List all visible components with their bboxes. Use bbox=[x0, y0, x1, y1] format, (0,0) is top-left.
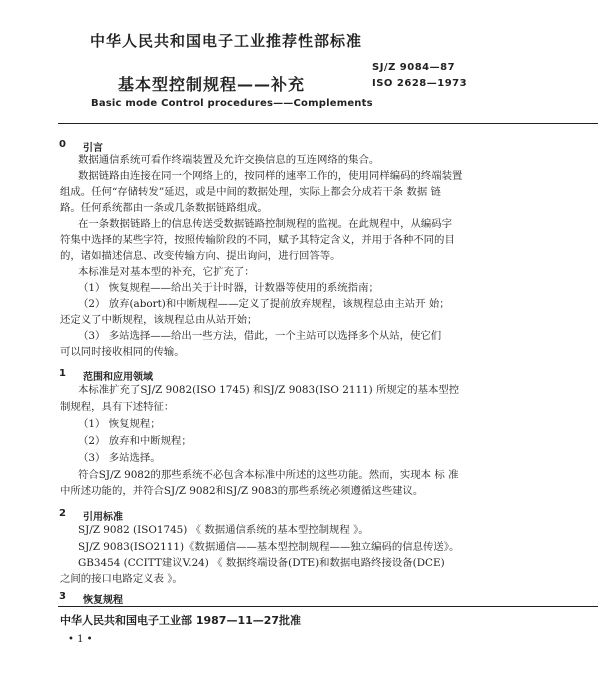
section-1-number: 1 bbox=[59, 368, 66, 379]
section-0-line: 路。任何系统都由一条或几条数据链路组成。 bbox=[60, 202, 268, 214]
section-3-title: 恢复规程 bbox=[83, 595, 123, 606]
section-0-list-item: （1） 恢复规程——给出关于计时器，计数器等使用的系统指南； bbox=[78, 282, 379, 294]
section-1-line: 中所述功能的，并符合SJ/Z 9082和SJ/Z 9083的那些系统必须遵循这些建议。 bbox=[60, 485, 424, 497]
section-0-line: 符集中选择的某些字符，按照传输阶段的不同，赋予其特定含义，并用于各种不同的目 bbox=[60, 234, 455, 246]
section-2-reference: GB3454 (CCITT建议V.24) 《 数据终端设备(DTE)和数据电路终接设备(DCE) bbox=[78, 557, 445, 569]
section-0-list-item: （2） 放弃(abort)和中断规程——定义了提前放弃规程，该规程总由主站开 始； bbox=[78, 298, 450, 310]
section-0-line: 在一条数据链路上的信息传送受数据链路控制规程的监视。在此规程中，从编码字 bbox=[78, 218, 453, 230]
section-1-title: 范围和应用领域 bbox=[83, 372, 153, 383]
section-0-line: 可以同时接收相同的传输。 bbox=[60, 346, 185, 358]
section-2-reference: SJ/Z 9083(ISO2111)《数据通信——基本型控制规程——独立编码的信息传送》。 bbox=[78, 541, 460, 553]
section-1-line: 本标准扩充了SJ/Z 9082(ISO 1745) 和SJ/Z 9083(ISO 2111) 所规定的基本型控 bbox=[78, 384, 460, 396]
section-1-line: 制规程，具有下述特征： bbox=[60, 401, 175, 413]
approval-line: 中华人民共和国电子工业部 1987—11—27批准 bbox=[60, 614, 302, 627]
section-0-line: 的，诸如描述信息、改变传输方向、提出询问，进行回答等。 bbox=[60, 250, 341, 262]
iso-number: ISO 2628—1973 bbox=[372, 78, 468, 89]
section-0-line: 组成。任何“存储转发”延迟，或是中间的数据处理，实际上都会分成若干条 数据 链 bbox=[60, 186, 441, 198]
section-0-number: 0 bbox=[59, 139, 66, 150]
section-2-reference: SJ/Z 9082 (ISO1745) 《 数据通信系统的基本型控制规程 》。 bbox=[78, 524, 369, 536]
section-0-line: 数据通信系统可看作终端装置及允许交换信息的互连网络的集合。 bbox=[78, 154, 380, 166]
document-title-english: Basic mode Control procedures——Complements bbox=[91, 98, 373, 109]
section-0-line: 还定义了中断规程，该规程总由从站开始； bbox=[60, 314, 258, 326]
section-2-title: 引用标准 bbox=[83, 512, 123, 523]
section-1-list-item: （1） 恢复规程； bbox=[78, 418, 161, 430]
section-1-list-item: （2） 放弃和中断规程； bbox=[78, 435, 192, 447]
section-0-title: 引言 bbox=[83, 143, 103, 154]
header-divider bbox=[58, 123, 598, 124]
section-0-line: 本标准是对基本型的补充，它扩充了： bbox=[78, 266, 255, 278]
section-3-number: 3 bbox=[59, 591, 66, 602]
page-number: • 1 • bbox=[68, 634, 93, 645]
section-0-line: 数据链路由连接在同一个网络上的，按同样的速率工作的，使用同样编码的终端装置 bbox=[78, 170, 463, 182]
document-title-chinese: 基本型控制规程——补充 bbox=[118, 75, 306, 94]
section-2-number: 2 bbox=[59, 508, 66, 519]
footer-divider bbox=[58, 606, 598, 607]
section-2-reference: 之间的接口电路定义表 》。 bbox=[60, 573, 183, 585]
issuing-organization: 中华人民共和国电子工业推荐性部标准 bbox=[90, 32, 363, 50]
standard-number: SJ/Z 9084—87 bbox=[372, 62, 456, 73]
section-1-line: 符合SJ/Z 9082的那些系统不必包含本标准中所述的这些功能。然而，实现本 标 准 bbox=[78, 469, 459, 481]
section-1-list-item: （3） 多站选择。 bbox=[78, 452, 161, 464]
section-0-list-item: （3） 多站选择——给出一些方法，借此，一个主站可以选择多个从站，使它们 bbox=[78, 330, 442, 342]
